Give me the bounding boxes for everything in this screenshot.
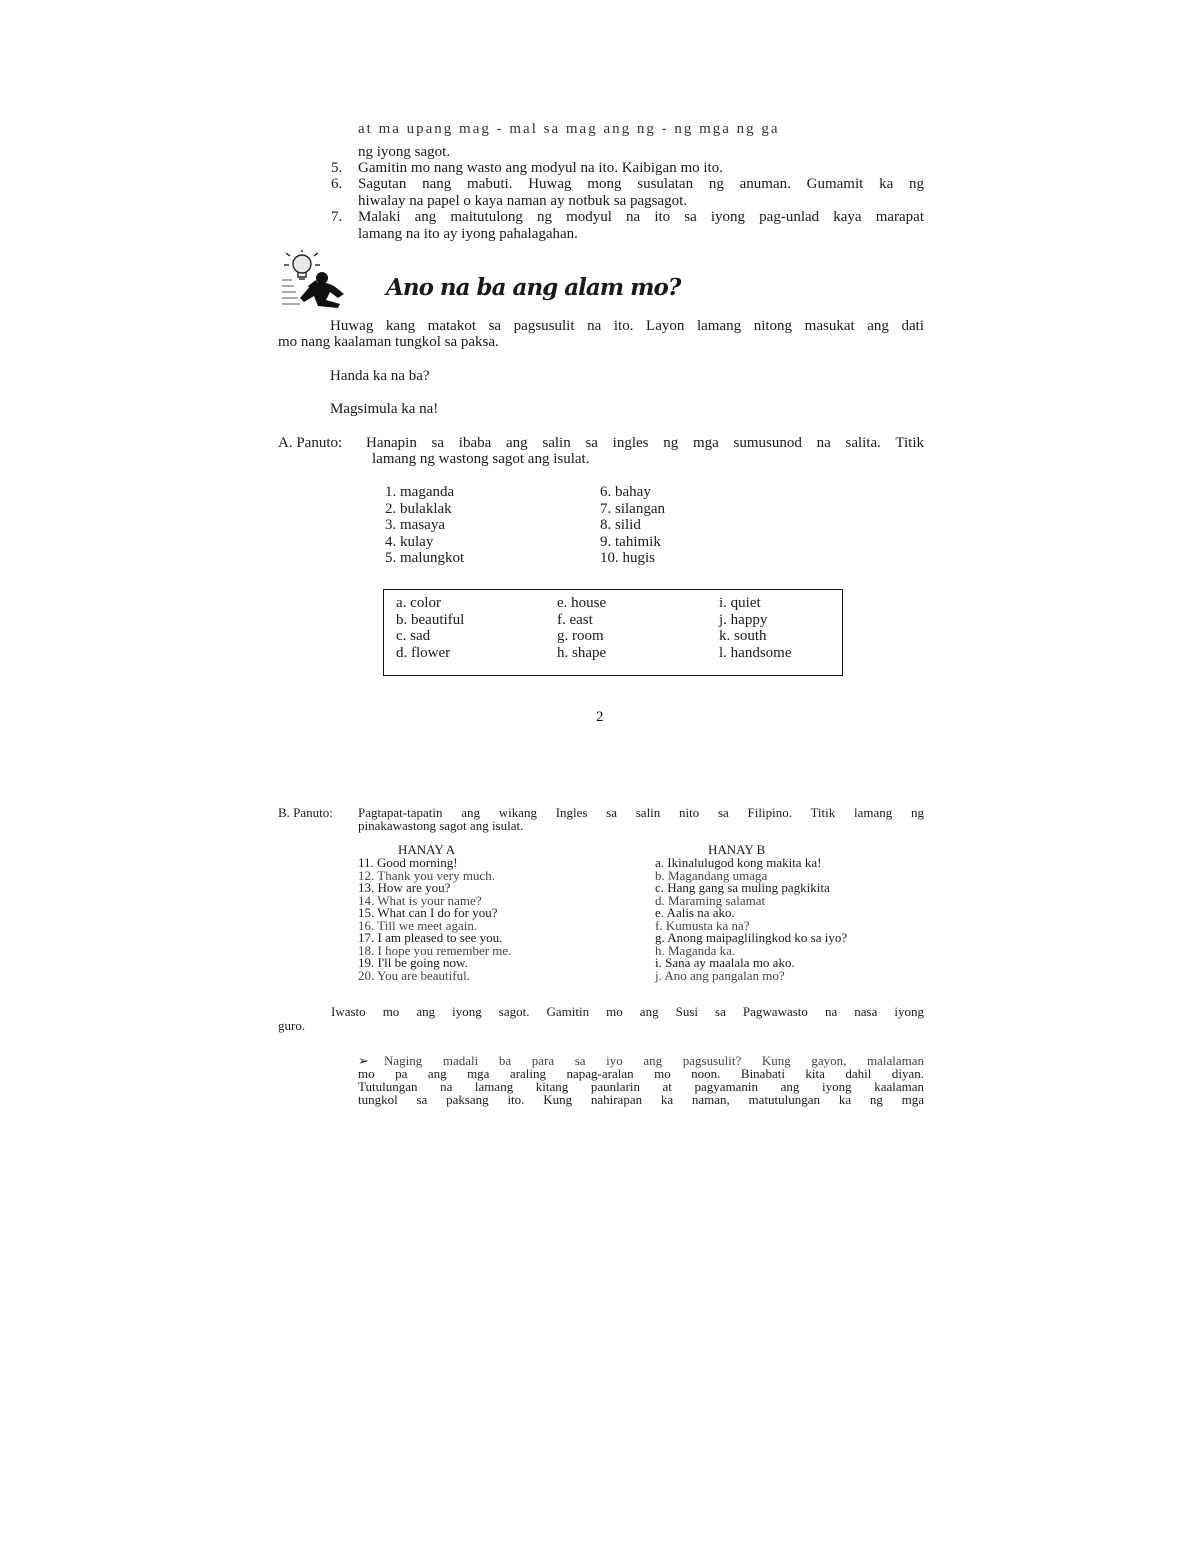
section-heading: Ano na ba ang alam mo? [386, 274, 681, 301]
list-item: 8. silid [600, 517, 641, 533]
hanay-a-list [358, 857, 511, 982]
list-item: 17. I am pleased to see you. [358, 930, 503, 945]
list-item: 11. Good morning! [358, 855, 458, 870]
choice-item: j. happy [719, 611, 768, 628]
part-a-label: A. Panuto: [278, 435, 343, 451]
list-item: a. Ikinalulugod kong makita ka! [655, 855, 822, 870]
list-item: 13. How are you? [358, 880, 451, 895]
list-item: e. Aalis na ako. [655, 905, 735, 920]
list-item: 10. hugis [600, 550, 656, 566]
list-item-7-line-1: Malaki ang maitutulong ng modyul na ito sa iyong pag-unlad kaya marapat [358, 209, 924, 225]
choice-item: g. room [557, 628, 604, 644]
list-item: 4. kulay [385, 533, 434, 550]
bullet-arrow-icon: ➢ [358, 1053, 369, 1068]
list-item: b. Magandang umaga [655, 867, 768, 883]
list-item: 2. bulaklak [385, 500, 452, 517]
final-para-line-4: tungkol sa paksang ito. Kung nahirapan ka naman, matutulungan ka ng mga [358, 1092, 924, 1107]
part-a-instruction-line-1: Hanapin sa ibaba ang salin sa ingles ng mga sumusunod na salita. Titik [366, 435, 924, 451]
list-item: 20. You are beautiful. [358, 967, 470, 983]
list-item: 5. malungkot [385, 550, 465, 566]
choice-item: b. beautiful [396, 611, 465, 628]
list-item-6-line-1: Sagutan nang mabuti. Huwag mong susulatan ng anuman. Gumamit ka ng [358, 176, 924, 192]
list-item: g. Anong maipaglilingkod ko sa iyo? [655, 930, 848, 945]
final-para-line-2: mo pa ang mga araling napag-aralan mo noon. Binabati kita dahil diyan. [358, 1066, 924, 1081]
list-item: 9. tahimik [600, 533, 661, 550]
list-item-7-line-2: lamang na ito ay iyong pahalagahan. [358, 226, 578, 242]
choice-item: h. shape [557, 644, 607, 661]
part-b-instruction-line-2: pinakawastong sagot ang isulat. [358, 818, 524, 833]
hanay-b-title: HANAY B [708, 842, 766, 857]
intro-line-1: Huwag kang matakot sa pagsusulit na ito. Layon lamang nitong masukat ang dati [330, 318, 924, 334]
final-para-line-1: Naging madali ba para sa iyo ang pagsusulit? Kung gayon, malalaman [384, 1053, 924, 1068]
choice-item: a. color [396, 595, 441, 611]
choice-item: k. south [719, 628, 767, 644]
choice-item: c. sad [396, 628, 431, 644]
choices-column-2 [557, 595, 606, 661]
list-item: i. Sana ay maalala mo ako. [655, 955, 795, 970]
choices-column-1 [396, 595, 464, 661]
list-item: h. Maganda ka. [655, 942, 736, 958]
list-item: 19. I'll be going now. [358, 955, 468, 970]
list-item-6-line-2: hiwalay na papel o kaya naman ay notbuk sa pagsagot. [358, 193, 688, 209]
choice-item: l. handsome [719, 644, 792, 661]
hanay-a-title: HANAY A [398, 842, 456, 857]
choice-item: f. east [557, 611, 593, 628]
part-b-label: B. Panuto: [278, 805, 333, 820]
check-note-line-2: guro. [278, 1018, 306, 1033]
word-list-left [385, 484, 464, 567]
cut-off-text-line: at ma upang mag - mal sa mag ang ng - ng mga ng ga [358, 121, 780, 137]
thinking-person-lightbulb-icon [278, 250, 350, 308]
list-item: f. Kumusta ka na? [655, 917, 750, 933]
intro-line-2: mo nang kaalaman tungkol sa paksa. [278, 334, 499, 350]
list-item: 18. I hope you remember me. [358, 942, 512, 958]
list-item: d. Maraming salamat [655, 892, 766, 908]
list-item: j. Ano ang pangalan mo? [655, 967, 785, 983]
hanay-b-list [655, 857, 847, 982]
part-b-instruction-line-1: Pagtapat-tapatin ang wikang Ingles sa salin nito sa Filipino. Titik lamang ng [358, 805, 924, 820]
list-number-7: 7. [331, 209, 343, 225]
choices-column-3 [719, 595, 792, 661]
choice-item: e. house [557, 595, 607, 611]
list-item: 3. masaya [385, 517, 445, 533]
list-item: 15. What can I do for you? [358, 905, 498, 920]
list-item: 12. Thank you very much. [358, 867, 495, 883]
choice-item: d. flower [396, 644, 451, 661]
part-a-instruction-line-2: lamang ng wastong sagot ang isulat. [372, 451, 590, 467]
list-item: 1. maganda [385, 484, 455, 500]
list-item: 16. Till we meet again. [358, 917, 478, 933]
list-item: c. Hang gang sa muling pagkikita [655, 880, 830, 895]
list-item-continuation: ng iyong sagot. [358, 144, 451, 160]
check-note-line-1: Iwasto mo ang iyong sagot. Gamitin mo ang Susi sa Pagwawasto na nasa iyong [331, 1004, 924, 1019]
list-number-5: 5. [331, 160, 343, 176]
word-list-right [600, 484, 665, 567]
page-number: 2 [596, 709, 604, 725]
ready-question: Handa ka na ba? [330, 368, 430, 384]
list-number-6: 6. [331, 176, 343, 192]
list-item-5: Gamitin mo nang wasto ang modyul na ito. Kaibigan mo ito. [358, 160, 723, 176]
list-item: 7. silangan [600, 500, 665, 517]
choice-item: i. quiet [719, 595, 761, 611]
final-para-line-3: Tutulungan na lamang kitang paunlarin at pagyamanin ang iyong kaalaman [358, 1079, 924, 1094]
list-item: 6. bahay [600, 484, 651, 500]
start-text: Magsimula ka na! [330, 401, 439, 417]
list-item: 14. What is your name? [358, 892, 482, 908]
